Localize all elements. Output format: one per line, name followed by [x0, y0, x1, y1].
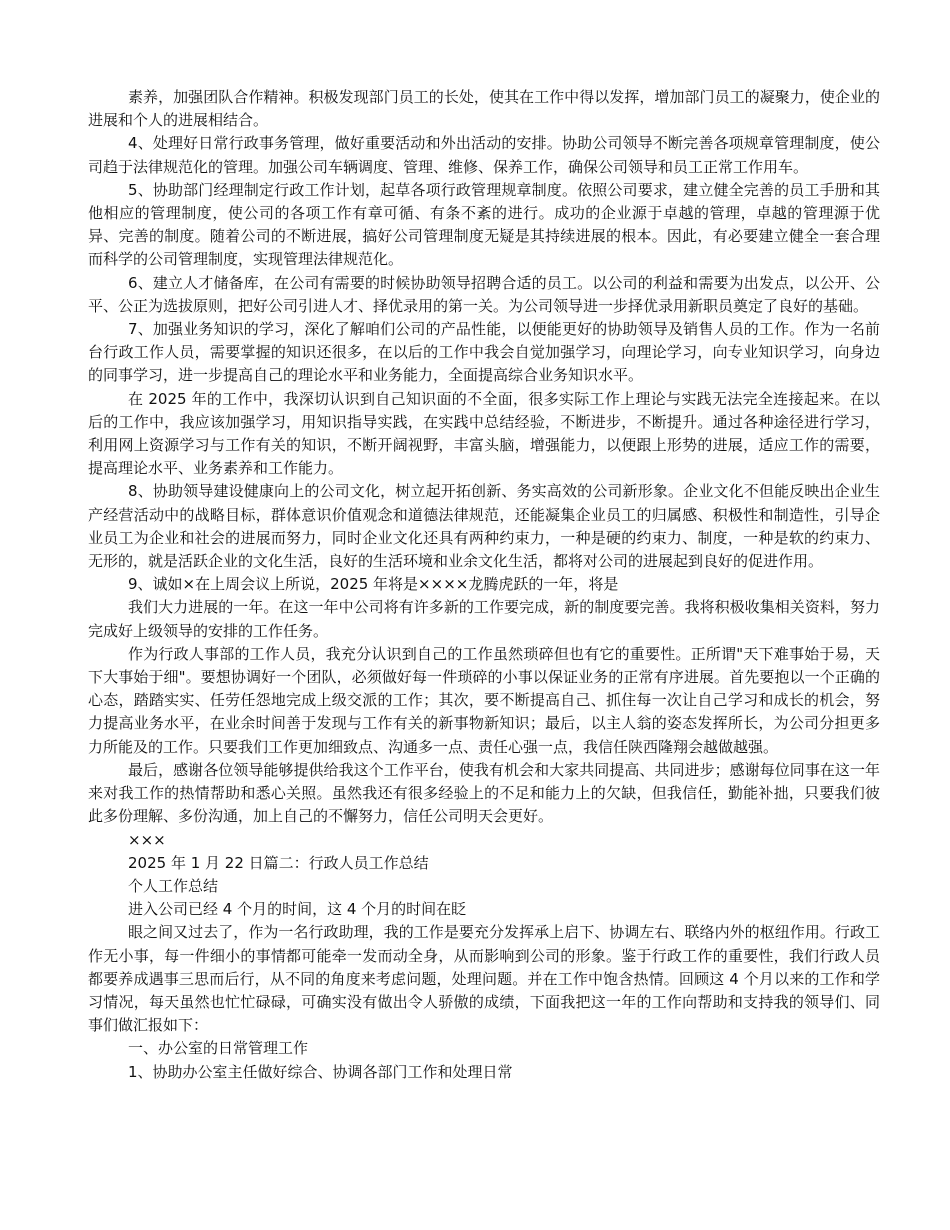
signature-placeholder: ×××: [128, 830, 166, 849]
paragraph: 最后，感谢各位领导能够提供给我这个工作平台，使我有机会和大家共同提高、共同进步；感谢每位同事在这一年来对我工作的热情帮助和悉心关照。虽然我还有很多经验上的不足和能力上的欠缺，但我信任，勤能补拙，只要我们彼此多份理解、多份沟通，加上自己的不懈努力，信任公司明天会更好。: [88, 760, 880, 826]
section-heading: 一、办公室的日常管理工作: [128, 1039, 309, 1058]
paragraph: 素养，加强团队合作精神。积极发现部门员工的长处，使其在工作中得以发挥，增加部门员工的凝聚力，使企业的进展和个人的进展相结合。: [88, 88, 880, 130]
paragraph: 6、建立人才储备库，在公司有需要的时候协助领导招聘合适的员工。以公司的利益和需要为出发点，以公开、公平、公正为选拔原则，把好公司引进人才、择优录用的第一关。为公司领导进一步择优录用新职员奠定了良好的基础。: [88, 273, 880, 315]
paragraph: 我们大力进展的一年。在这一年中公司将有许多新的工作要完成，新的制度要完善。我将积极收集相关资料，努力完成好上级领导的安排的工作任务。: [88, 598, 880, 640]
paragraph: 4、处理好日常行政事务管理，做好重要活动和外出活动的安排。协助公司领导不断完善各项规章管理制度，使公司趋于法律规范化的管理。加强公司车辆调度、管理、维修、保养工作，确保公司领导和员工正常工作用车。: [88, 134, 880, 176]
document-title: 个人工作总结: [128, 876, 219, 895]
paragraph: 眼之间又过去了，作为一名行政助理，我的工作是要充分发挥承上启下、协调左右、联络内外的枢纽作用。行政工作无小事，每一件细小的事情都可能牵一发而动全身，从而影响到公司的形象。鉴于行政工作的重要性，我们行政人员都要养成遇事三思而后行，从不同的角度来考虑问题，处理问题。并在工作中饱含热情。回顾这 4 个月以来的工作和学习情况，每天虽然也忙忙碌碌，可确实没有做出令人骄傲的成绩，下面我把这一年的工作向帮助和支持我的领导们、同事们做汇报如下：: [88, 923, 880, 1035]
date-and-section-title: 2025 年 1 月 22 日篇二：行政人员工作总结: [128, 853, 429, 872]
paragraph: 作为行政人事部的工作人员，我充分认识到自己的工作虽然琐碎但也有它的重要性。正所谓"天下难事始于易，天下大事始于细"。要想协调好一个团队，必须做好每一件琐碎的小事以保证业务的正常有序进展。首先要抱以一个正确的心态，踏踏实实、任劳任怨地完成上级交派的工作；其次，要不断提高自己、抓住每一次让自己学习和成长的机会，努力提高业务水平，在业余时间善于发现与工作有关的新事物新知识；最后，以主人翁的姿态发挥所长，为公司分担更多力所能及的工作。只要我们工作更加细致点、沟通多一点、责任心强一点，我信任陕西隆翔会越做越强。: [88, 644, 880, 756]
paragraph: 在 2025 年的工作中，我深切认识到自己知识面的不全面，很多实际工作上理论与实践无法完全连接起来。在以后的工作中，我应该加强学习，用知识指导实践，在实践中总结经验，不断进步，不断提升。通过各种途径进行学习，利用网上资源学习与工作有关的知识，不断开阔视野，丰富头脑，增强能力，以便跟上形势的进展，适应工作的需要，提高理论水平、业务素养和工作能力。: [88, 389, 880, 478]
paragraph: 8、协助领导建设健康向上的公司文化，树立起开拓创新、务实高效的公司新形象。企业文化不但能反映出企业生产经营活动中的战略目标，群体意识价值观念和道德法律规范，还能凝集企业员工的归属感、积极性和制造性，引导企业员工为企业和社会的进展而努力，同时企业文化还具有两种约束力，一种是硬的约束力、制度，一种是软的约束力、无形的，就是活跃企业的文化生活，良好的生活环境和业余文化生活，都将对公司的进展起到良好的促进作用。: [88, 482, 880, 571]
paragraph: 1、协助办公室主任做好综合、协调各部门工作和处理日常: [128, 1062, 513, 1081]
paragraph: 9、诚如×在上周会议上所说，2025 年将是××××龙腾虎跃的一年，将是: [128, 575, 619, 594]
paragraph: 5、协助部门经理制定行政工作计划，起草各项行政管理规章制度。依照公司要求，建立健全完善的员工手册和其他相应的管理制度，使公司的各项工作有章可循、有条不紊的进行。成功的企业源于卓越的管理，卓越的管理源于优异、完善的制度。随着公司的不断进展，搞好公司管理制度无疑是其持续进展的根本。因此，有必要建立健全一套合理而科学的公司管理制度，实现管理法律规范化。: [88, 180, 880, 269]
paragraph: 7、加强业务知识的学习，深化了解咱们公司的产品性能，以便能更好的协助领导及销售人员的工作。作为一名前台行政工作人员，需要掌握的知识还很多，在以后的工作中我会自觉加强学习，向理论学习，向专业知识学习，向身边的同事学习，进一步提高自己的理论水平和业务能力，全面提高综合业务知识水平。: [88, 320, 880, 385]
paragraph: 进入公司已经 4 个月的时间，这 4 个月的时间在眨: [128, 900, 467, 919]
